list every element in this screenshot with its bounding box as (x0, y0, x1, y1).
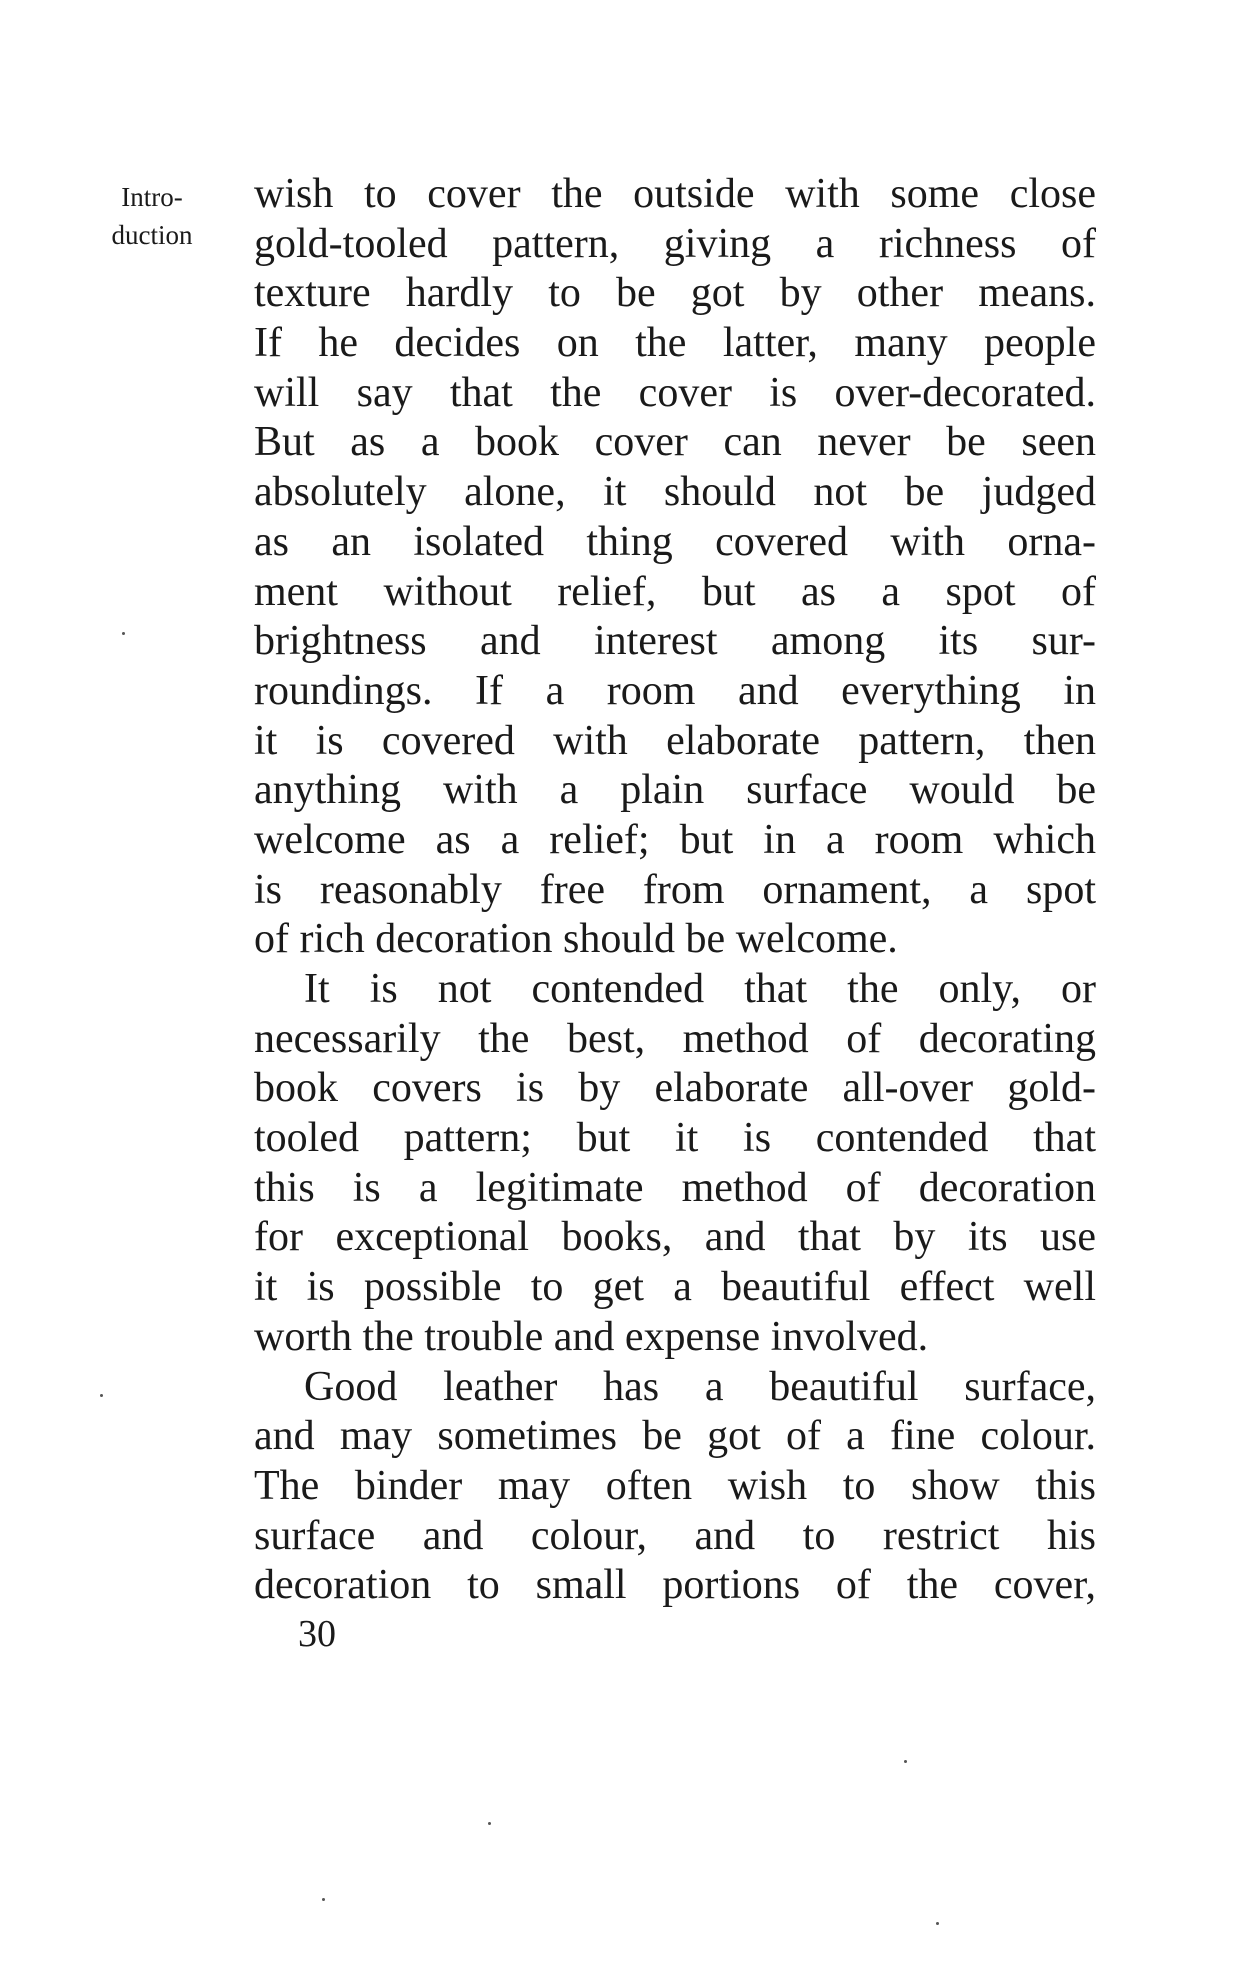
text-line: gold-tooled pattern, giving a richness of (254, 220, 1096, 267)
page-number: 30 (298, 1613, 336, 1655)
text-line: absolutely alone, it should not be judged (254, 469, 1096, 516)
paper-speck (122, 632, 125, 635)
body-text (254, 170, 1096, 1611)
text-line: surface and colour, and to restrict his (254, 1512, 1096, 1559)
text-line: If he decides on the latter, many people (254, 320, 1096, 367)
margin-note-line-1: Intro- (121, 182, 183, 212)
text-line: welcome as a relief; but in a room which (254, 816, 1096, 863)
text-line: The binder may often wish to show this (254, 1462, 1096, 1509)
text-line: for exceptional books, and that by its use (254, 1214, 1096, 1261)
text-line: But as a book cover can never be seen (254, 419, 1096, 466)
paragraph-3 (254, 1363, 1096, 1611)
text-line: roundings. If a room and everything in (254, 667, 1096, 714)
paper-speck (936, 1922, 939, 1925)
text-line: tooled pattern; but it is contended that (254, 1115, 1096, 1162)
text-line: necessarily the best, method of decorating (254, 1015, 1096, 1062)
text-line: as an isolated thing covered with orna- (254, 518, 1096, 565)
text-line: wish to cover the outside with some close (254, 171, 1096, 217)
text-line: texture hardly to be got by other means. (254, 270, 1096, 317)
paragraph-1 (254, 170, 1096, 965)
paper-speck (904, 1760, 907, 1763)
paper-speck (100, 1394, 103, 1397)
text-line: will say that the cover is over-decorated. (254, 369, 1096, 416)
text-line: brightness and interest among its sur- (254, 618, 1096, 665)
text-line: and may sometimes be got of a fine colour. (254, 1413, 1096, 1460)
text-line: it is covered with elaborate pattern, then (254, 717, 1096, 764)
margin-note-line-2: duction (111, 220, 193, 250)
paper-speck (488, 1822, 491, 1825)
text-line: book covers is by elaborate all-over gold- (254, 1065, 1096, 1112)
text-line: anything with a plain surface would be (254, 767, 1096, 814)
margin-note (92, 178, 212, 254)
text-line: is reasonably free from ornament, a spot (254, 866, 1096, 913)
text-line: this is a legitimate method of decoration (254, 1164, 1096, 1211)
text-line: decoration to small portions of the cover, (254, 1562, 1096, 1609)
paragraph-2 (254, 965, 1096, 1363)
text-line: Good leather has a beautiful surface, (304, 1363, 1096, 1410)
text-line: It is not contended that the only, or (304, 966, 1096, 1012)
text-line: ment without relief, but as a spot of (254, 568, 1096, 615)
paper-speck (322, 1898, 325, 1901)
text-line: it is possible to get a beautiful effect well (254, 1264, 1096, 1311)
text-line: of rich decoration should be welcome. (254, 916, 898, 963)
text-line: worth the trouble and expense involved. (254, 1313, 929, 1360)
